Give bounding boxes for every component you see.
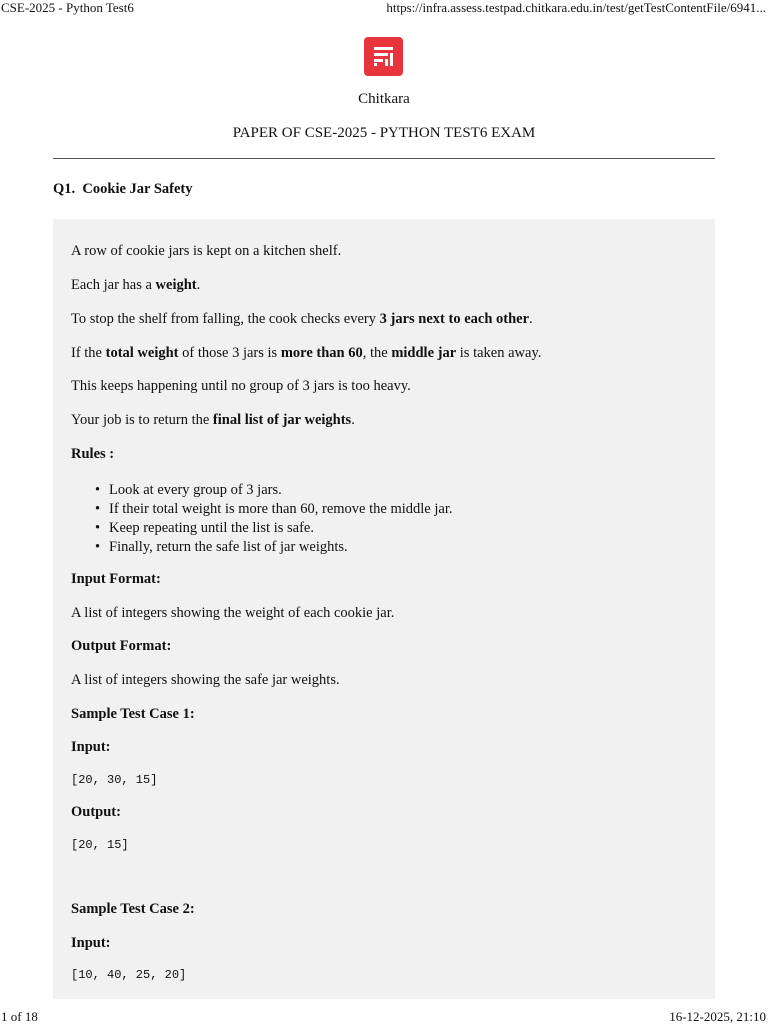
- output-format-heading: Output Format:: [71, 638, 172, 654]
- sample2-heading: Sample Test Case 2:: [71, 901, 195, 917]
- list-item: • Keep repeating until the list is safe.: [91, 519, 452, 538]
- paragraph-4: If the total weight of those 3 jars is more than 60, the middle jar is taken away.: [71, 345, 542, 361]
- paragraph-3: To stop the shelf from falling, the cook checks every 3 jars next to each other.: [71, 311, 533, 327]
- page-count: 1 of 18: [1, 1009, 38, 1024]
- question-number: Q1.: [53, 181, 76, 197]
- print-header-url: https://infra.assess.testpad.chitkara.edu.in/test/getTestContentFile/6941...: [386, 0, 766, 15]
- input-format-text: A list of integers showing the weight of each cookie jar.: [71, 605, 395, 621]
- sample1-output: [20, 15]: [71, 838, 129, 852]
- sample2-input: [10, 40, 25, 20]: [71, 968, 187, 982]
- print-header-title: CSE-2025 - Python Test6: [1, 0, 134, 15]
- list-item: • If their total weight is more than 60, remove the middle jar.: [91, 500, 452, 519]
- rules-heading: Rules :: [71, 446, 115, 462]
- brand-name: Chitkara: [358, 91, 410, 107]
- list-item: • Look at every group of 3 jars.: [91, 481, 452, 500]
- question-body: [53, 219, 715, 999]
- paragraph-6: Your job is to return the final list of jar weights.: [71, 412, 355, 428]
- list-item: • Finally, return the safe list of jar weights.: [91, 538, 452, 557]
- output-format-text: A list of integers showing the safe jar weights.: [71, 672, 340, 688]
- paragraph-1: A row of cookie jars is kept on a kitchen shelf.: [71, 243, 342, 259]
- question-title: [53, 181, 193, 198]
- rules-list: [91, 481, 452, 557]
- print-datetime: 16-12-2025, 21:10: [669, 1009, 766, 1024]
- sample1-output-label: Output:: [71, 804, 121, 820]
- chitkara-logo-icon: [364, 37, 403, 76]
- paragraph-5: This keeps happening until no group of 3 jars is too heavy.: [71, 378, 411, 394]
- sample1-heading: Sample Test Case 1:: [71, 706, 195, 722]
- sample2-input-label: Input:: [71, 935, 111, 951]
- input-format-heading: Input Format:: [71, 571, 161, 587]
- question-name: Cookie Jar Safety: [82, 181, 193, 197]
- title-divider: [53, 158, 715, 159]
- sample1-input: [20, 30, 15]: [71, 773, 158, 787]
- paragraph-2: Each jar has a weight.: [71, 277, 201, 293]
- sample1-input-label: Input:: [71, 739, 111, 755]
- paper-title: PAPER OF CSE-2025 - PYTHON TEST6 EXAM: [232, 125, 536, 141]
